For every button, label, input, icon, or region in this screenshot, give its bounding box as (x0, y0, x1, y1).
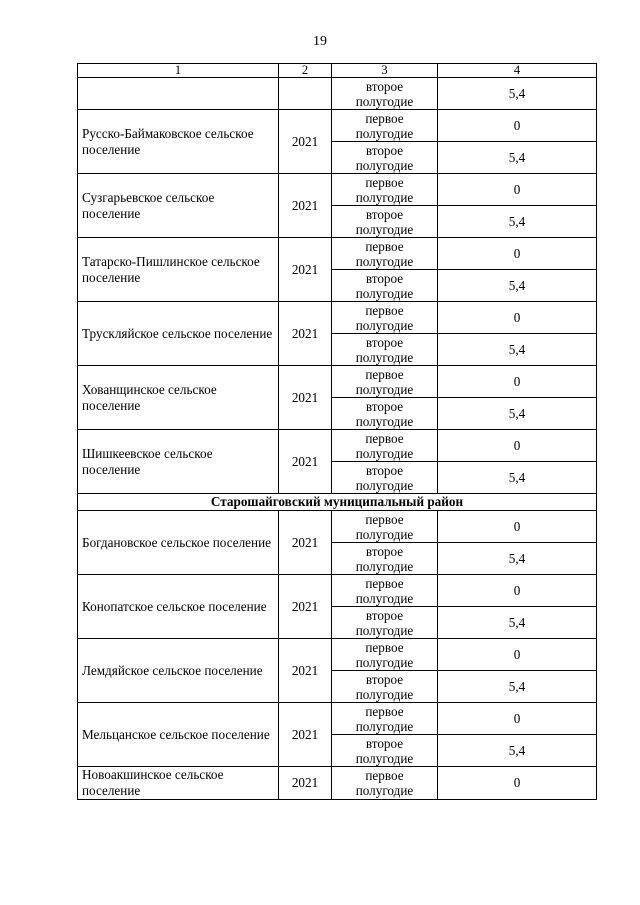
value-cell: 5,4 (438, 78, 597, 110)
value-cell: 5,4 (438, 735, 597, 767)
value-cell: 5,4 (438, 334, 597, 366)
period-cell: первое полугодие (332, 366, 438, 398)
value-cell: 0 (438, 430, 597, 462)
value-cell: 5,4 (438, 462, 597, 494)
year-cell: 2021 (279, 238, 332, 302)
year-cell (279, 78, 332, 110)
year-cell: 2021 (279, 511, 332, 575)
table-row (78, 238, 597, 270)
value-cell: 5,4 (438, 206, 597, 238)
section-title: Старошайговский муниципальный район (78, 494, 597, 511)
column-header: 1 (78, 64, 279, 78)
table-row (78, 174, 597, 206)
table-row (78, 511, 597, 543)
settlement-name: Татарско-Пишлинское сельское поселение (78, 238, 279, 302)
settlement-name (78, 78, 279, 110)
period-cell: второе полугодие (332, 462, 438, 494)
period-cell: первое полугодие (332, 639, 438, 671)
period-cell: второе полугодие (332, 270, 438, 302)
settlement-name: Конопатское сельское поселение (78, 575, 279, 639)
year-cell: 2021 (279, 767, 332, 800)
value-cell: 5,4 (438, 270, 597, 302)
settlement-name: Шишкеевское сельское поселение (78, 430, 279, 494)
settlement-name: Богдановское сельское поселение (78, 511, 279, 575)
table-row (78, 366, 597, 398)
period-cell: первое полугодие (332, 767, 438, 800)
settlement-name: Лемдяйское сельское поселение (78, 639, 279, 703)
period-cell: второе полугодие (332, 334, 438, 366)
value-cell: 0 (438, 703, 597, 735)
value-cell: 5,4 (438, 671, 597, 703)
value-cell: 0 (438, 238, 597, 270)
period-cell: второе полугодие (332, 142, 438, 174)
settlement-name: Русско-Баймаковское сельское поселение (78, 110, 279, 174)
table-row (78, 430, 597, 462)
table-row (78, 302, 597, 334)
value-cell: 5,4 (438, 398, 597, 430)
year-cell: 2021 (279, 174, 332, 238)
value-cell: 5,4 (438, 543, 597, 575)
period-cell: первое полугодие (332, 174, 438, 206)
value-cell: 0 (438, 366, 597, 398)
value-cell: 0 (438, 767, 597, 800)
value-cell: 0 (438, 511, 597, 543)
period-cell: первое полугодие (332, 511, 438, 543)
table-row (78, 78, 597, 110)
table-row (78, 639, 597, 671)
year-cell: 2021 (279, 302, 332, 366)
column-header: 2 (279, 64, 332, 78)
period-cell: второе полугодие (332, 671, 438, 703)
period-cell: первое полугодие (332, 110, 438, 142)
year-cell: 2021 (279, 366, 332, 430)
period-cell: первое полугодие (332, 703, 438, 735)
value-cell: 5,4 (438, 142, 597, 174)
section-row (78, 494, 597, 511)
period-cell: второе полугодие (332, 78, 438, 110)
year-cell: 2021 (279, 110, 332, 174)
period-cell: первое полугодие (332, 575, 438, 607)
table-row (78, 703, 597, 735)
settlement-name: Мельцанское сельское поселение (78, 703, 279, 767)
settlement-name: Хованщинское сельское поселение (78, 366, 279, 430)
period-cell: второе полугодие (332, 543, 438, 575)
period-cell: первое полугодие (332, 238, 438, 270)
year-cell: 2021 (279, 575, 332, 639)
period-cell: первое полугодие (332, 302, 438, 334)
table-row (78, 767, 597, 800)
column-header: 4 (438, 64, 597, 78)
value-cell: 0 (438, 174, 597, 206)
year-cell: 2021 (279, 703, 332, 767)
column-header: 3 (332, 64, 438, 78)
settlement-name: Новоакшинское сельское поселение (78, 767, 279, 800)
period-cell: второе полугодие (332, 735, 438, 767)
table-row (78, 110, 597, 142)
value-cell: 0 (438, 110, 597, 142)
value-cell: 0 (438, 575, 597, 607)
value-cell: 0 (438, 639, 597, 671)
table-body (78, 78, 597, 800)
period-cell: второе полугодие (332, 398, 438, 430)
table-row (78, 575, 597, 607)
table-header (78, 64, 597, 78)
year-cell: 2021 (279, 430, 332, 494)
value-cell: 5,4 (438, 607, 597, 639)
period-cell: первое полугодие (332, 430, 438, 462)
year-cell: 2021 (279, 639, 332, 703)
settlement-name: Трускляйское сельское поселение (78, 302, 279, 366)
value-cell: 0 (438, 302, 597, 334)
settlements-table (77, 63, 597, 800)
settlement-name: Сузгарьевское сельское поселение (78, 174, 279, 238)
page-number: 19 (313, 34, 327, 49)
period-cell: второе полугодие (332, 607, 438, 639)
period-cell: второе полугодие (332, 206, 438, 238)
